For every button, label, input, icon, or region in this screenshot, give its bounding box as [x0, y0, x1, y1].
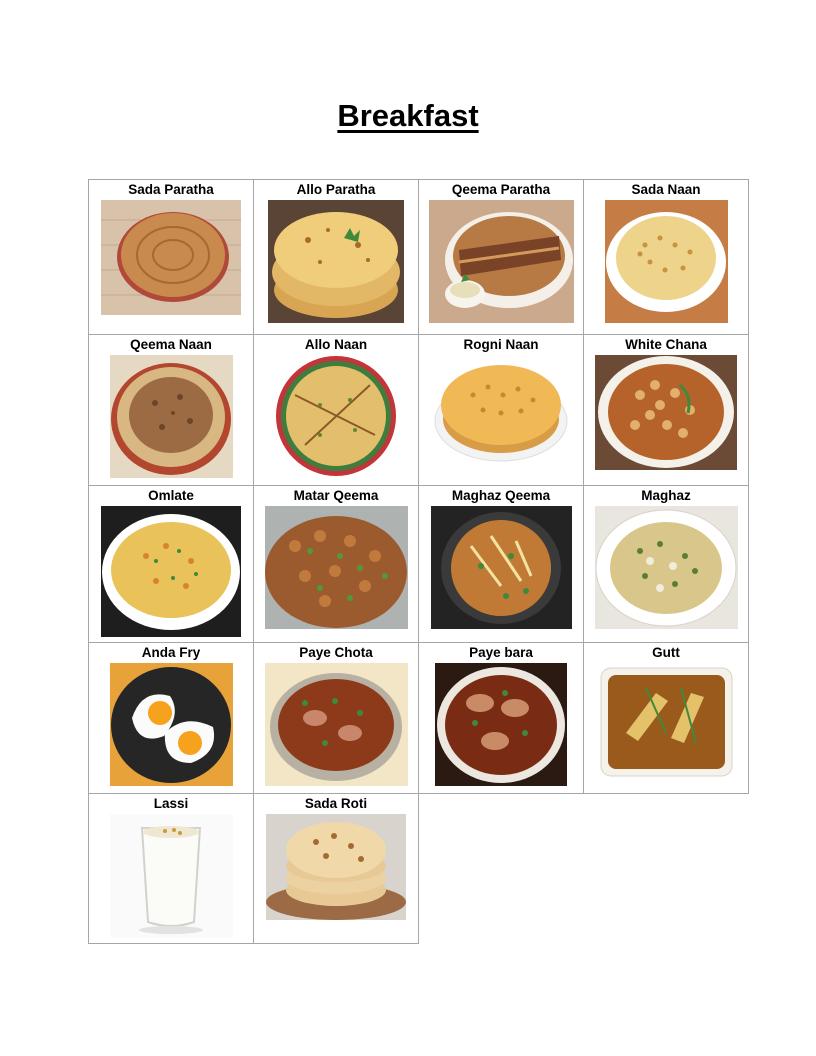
rogni-naan-photo	[433, 355, 570, 470]
menu-cell-lassi	[89, 794, 254, 944]
empty-cell	[419, 794, 584, 944]
sada-paratha-photo	[101, 200, 241, 315]
menu-cell-omlate	[89, 486, 254, 643]
matar-qeema-photo	[265, 506, 408, 629]
menu-cell-paye-bara	[419, 643, 584, 794]
dish-name: Sada Naan	[631, 182, 701, 197]
allo-paratha-photo	[268, 200, 404, 323]
dish-name: Rogni Naan	[463, 337, 539, 352]
menu-cell-qeema-paratha	[419, 180, 584, 335]
dish-name: White Chana	[625, 337, 707, 352]
sada-naan-photo	[605, 200, 728, 323]
omlate-photo	[101, 506, 241, 637]
dish-name: Maghaz	[641, 488, 691, 503]
menu-cell-gutt	[584, 643, 749, 794]
dish-name: Allo Naan	[304, 337, 368, 352]
dish-name: Paye bara	[469, 645, 533, 660]
menu-cell-qeema-naan	[89, 335, 254, 486]
dish-name: Lassi	[153, 796, 189, 811]
menu-cell-allo-naan	[254, 335, 419, 486]
lassi-photo	[110, 814, 233, 937]
maghaz-qeema-photo	[431, 506, 572, 629]
dish-name: Omlate	[148, 488, 194, 503]
breakfast-menu-table	[88, 179, 749, 944]
dish-name: Matar Qeema	[293, 488, 379, 503]
menu-cell-anda-fry	[89, 643, 254, 794]
dish-name: Maghaz Qeema	[451, 488, 551, 503]
allo-naan-photo	[275, 355, 398, 478]
empty-cell	[584, 794, 749, 944]
dish-name: Sada Paratha	[128, 182, 214, 197]
dish-name: Qeema Paratha	[451, 182, 551, 197]
menu-cell-paye-chota	[254, 643, 419, 794]
qeema-paratha-photo	[429, 200, 574, 323]
dish-name: Sada Roti	[304, 796, 368, 811]
paye-chota-photo	[265, 663, 408, 786]
menu-cell-matar-qeema	[254, 486, 419, 643]
menu-cell-rogni-naan	[419, 335, 584, 486]
dish-name: Anda Fry	[141, 645, 201, 660]
menu-cell-allo-paratha	[254, 180, 419, 335]
maghaz-photo	[595, 506, 738, 629]
menu-cell-sada-paratha	[89, 180, 254, 335]
dish-name: Gutt	[652, 645, 680, 660]
anda-fry-photo	[110, 663, 233, 786]
paye-bara-photo	[435, 663, 567, 786]
dish-name: Qeema Naan	[130, 337, 212, 352]
dish-name: Allo Paratha	[296, 182, 376, 197]
menu-cell-sada-roti	[254, 794, 419, 944]
menu-cell-sada-naan	[584, 180, 749, 335]
menu-cell-maghaz-qeema	[419, 486, 584, 643]
dish-name: Paye Chota	[299, 645, 373, 660]
qeema-naan-photo	[110, 355, 233, 478]
sada-roti-photo	[266, 814, 406, 920]
menu-cell-white-chana	[584, 335, 749, 486]
gutt-photo	[596, 663, 737, 781]
white-chana-photo	[595, 355, 737, 470]
page-title: Breakfast	[337, 98, 479, 133]
menu-cell-maghaz	[584, 486, 749, 643]
